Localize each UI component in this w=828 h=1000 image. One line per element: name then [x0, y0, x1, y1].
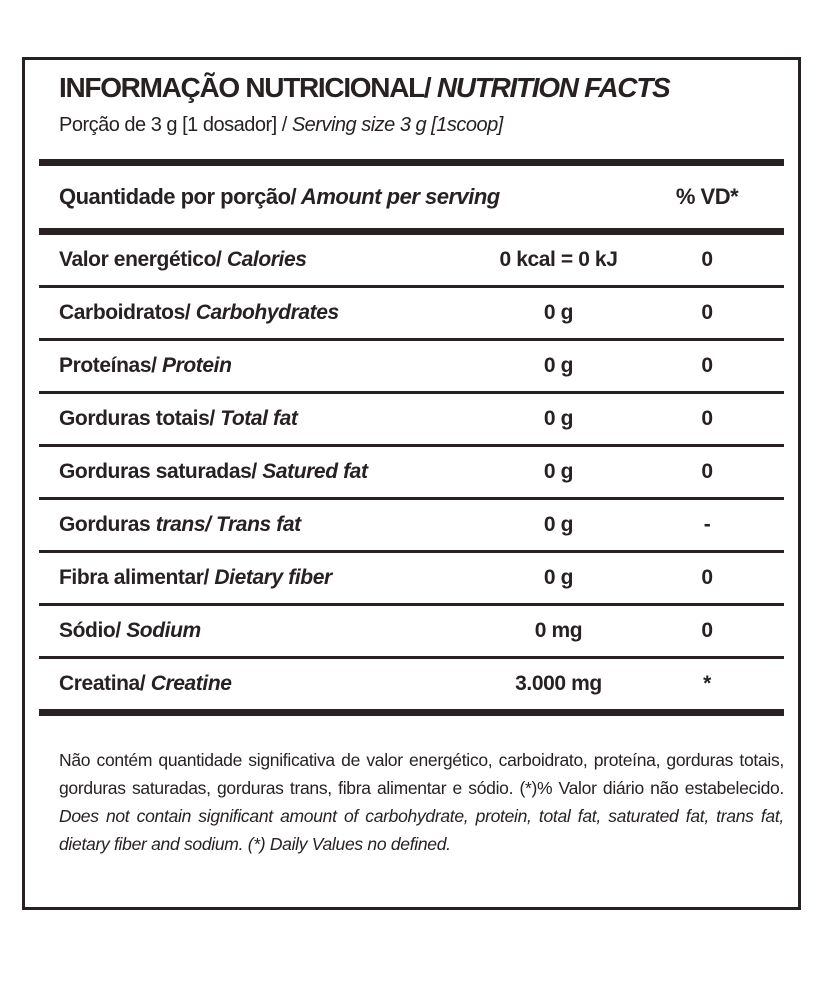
header-label-pt: Quantidade por porção/	[59, 184, 297, 209]
nutrient-label	[59, 513, 461, 537]
nutrient-label-pt: Proteínas/	[59, 354, 157, 377]
dv-cell: 0	[701, 407, 713, 430]
nutrient-label-pt: Gorduras saturadas/	[59, 460, 257, 483]
serving-size-pt: Porção de 3 g [1 dosador] /	[59, 114, 292, 136]
nutrition-facts-label	[22, 57, 801, 910]
footnote	[59, 746, 784, 858]
nutrient-label	[59, 407, 461, 431]
nutrient-label-en: Creatine	[145, 672, 232, 695]
label-title	[59, 72, 784, 104]
amount-cell: 0 g	[543, 566, 574, 589]
dv-cell: -	[703, 513, 711, 536]
nutrient-label-pt: Carboidratos/	[59, 301, 191, 324]
table-row-carbohydrates	[39, 288, 784, 341]
amount-cell: 0 g	[543, 513, 574, 536]
thick-rule-header	[39, 228, 784, 235]
footnote-en: Does not contain significant amount of carbohydrate, protein, total fat, saturated fat, trans fat, dietary fiber and sodium. (*) Daily Values no defined.	[59, 806, 784, 854]
thick-rule-table-bottom	[39, 709, 784, 716]
nutrient-label	[59, 460, 461, 484]
table-row-total-fat	[39, 394, 784, 447]
table-row-dietary-fiber	[39, 553, 784, 606]
amount-cell: 3.000 mg	[515, 672, 602, 695]
amount-cell: 0 mg	[534, 619, 583, 642]
nutrient-label-pt: Gorduras totais/	[59, 407, 215, 430]
nutrient-label-en: Sodium	[120, 619, 201, 642]
dv-cell: 0	[701, 460, 713, 483]
footnote-pt: Não contém quantidade significativa de valor energético, carboidrato, proteína, gorduras totais, gorduras saturadas, gorduras trans, fibra alimentar e sódio. (*)% Valor diário não estabelecido.	[59, 750, 784, 798]
label-title-en: NUTRITION FACTS	[430, 72, 670, 103]
header-amount-per-serving	[59, 184, 656, 210]
nutrient-label-pt: Fibra alimentar/	[59, 566, 209, 589]
nutrient-label	[59, 672, 461, 696]
table-row-saturated-fat	[39, 447, 784, 500]
header-daily-value: % VD*	[675, 184, 739, 209]
table-row-creatine	[39, 659, 784, 709]
amount-cell: 0 g	[543, 460, 574, 483]
amount-cell: 0 g	[543, 407, 574, 430]
nutrient-label-en: Satured fat	[256, 460, 368, 483]
nutrient-label-en: Carbohydrates	[190, 301, 339, 324]
dv-cell: 0	[701, 301, 713, 324]
nutrient-label-pt: Valor energético/	[59, 248, 222, 271]
dv-cell: *	[703, 672, 711, 695]
nutrient-label	[59, 301, 461, 325]
serving-size-en: Serving size 3 g [1scoop]	[291, 114, 503, 136]
nutrient-label	[59, 248, 461, 272]
nutrient-label-en: trans/ Trans fat	[155, 513, 301, 536]
serving-size-line	[59, 114, 784, 137]
amount-cell: 0 g	[543, 354, 574, 377]
nutrient-label-en: Dietary fiber	[208, 566, 332, 589]
amount-cell: 0 kcal = 0 kJ	[499, 248, 618, 271]
nutrient-label	[59, 619, 461, 643]
header-label-en: Amount per serving	[296, 184, 500, 209]
dv-cell: 0	[701, 248, 713, 271]
nutrient-label	[59, 566, 461, 590]
nutrient-label-en: Total fat	[214, 407, 298, 430]
table-row-trans-fat	[39, 500, 784, 553]
dv-cell: 0	[701, 566, 713, 589]
nutrient-label-pt: Creatina/	[59, 672, 146, 695]
nutrient-label-pt: Sódio/	[59, 619, 121, 642]
thick-rule-top	[39, 159, 784, 166]
dv-cell: 0	[701, 354, 713, 377]
amount-cell: 0 g	[543, 301, 574, 324]
nutrient-label-en: Calories	[221, 248, 307, 271]
table-row-sodium	[39, 606, 784, 659]
nutrient-label	[59, 354, 461, 378]
nutrient-label-pt: Gorduras	[59, 513, 156, 536]
label-title-pt: INFORMAÇÃO NUTRICIONAL/	[59, 72, 431, 103]
table-header-row	[39, 166, 784, 228]
nutrient-label-en: Protein	[156, 354, 232, 377]
table-row-calories	[39, 235, 784, 288]
label-content	[25, 60, 798, 907]
dv-cell: 0	[701, 619, 713, 642]
table-row-protein	[39, 341, 784, 394]
